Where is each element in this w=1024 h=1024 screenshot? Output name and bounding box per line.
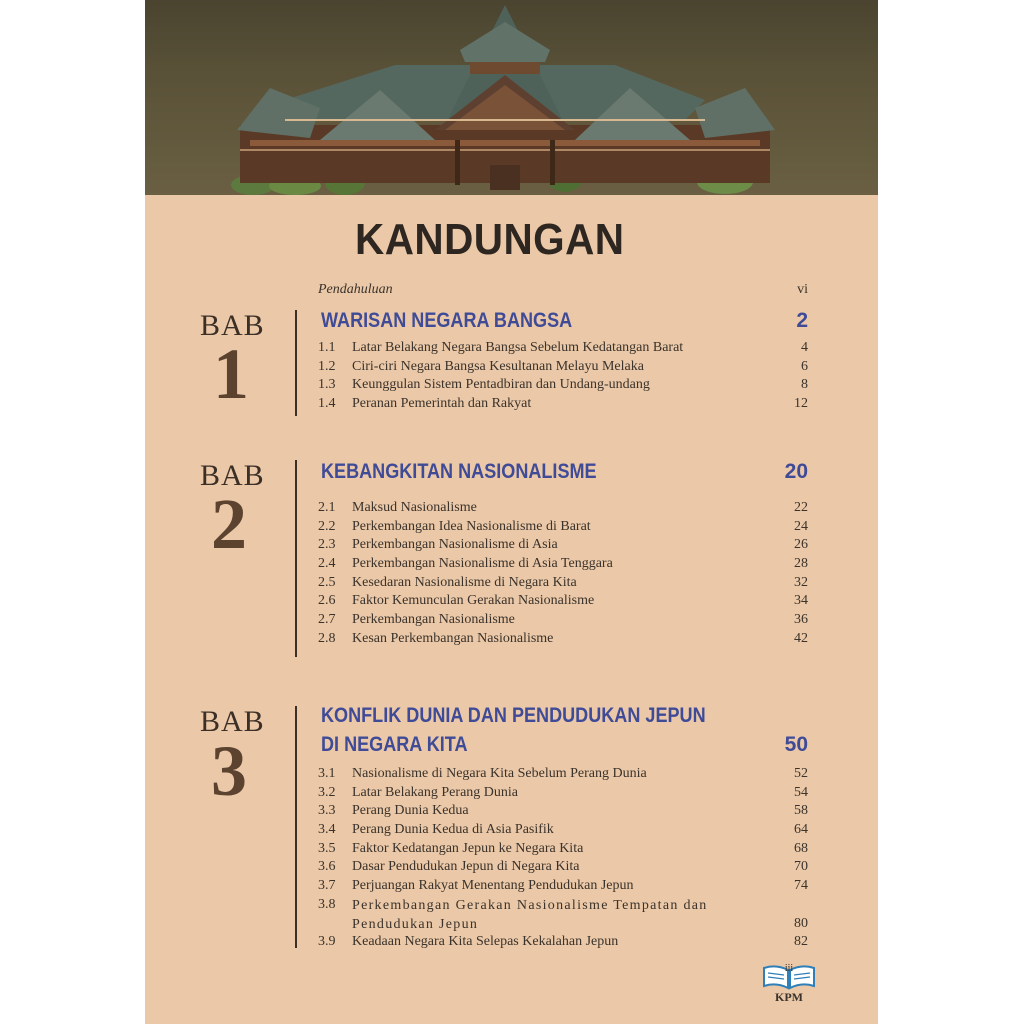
bab-number-3: 3 <box>211 731 247 811</box>
bab-label-2: BAB <box>200 459 265 492</box>
section-number: 1.1 <box>318 340 336 355</box>
section-page: 68 <box>794 840 808 856</box>
chapter-2-sections <box>318 500 808 650</box>
bab-label-1: BAB <box>200 309 265 342</box>
section-number: 2.1 <box>318 500 336 515</box>
toc-row <box>318 500 808 519</box>
toc-row <box>318 785 808 804</box>
toc-row <box>318 593 808 612</box>
section-page: 42 <box>794 630 808 646</box>
bab-number-2: 2 <box>211 484 247 564</box>
chapter-1-sections <box>318 340 808 415</box>
section-number: 3.9 <box>318 934 336 950</box>
section-page: 24 <box>794 518 808 534</box>
section-page: 4 <box>801 340 808 355</box>
page-number: iii <box>784 963 794 974</box>
toc-row <box>318 822 808 841</box>
section-number: 3.3 <box>318 803 336 819</box>
section-title: Perjuangan Rakyat Menentang Pendudukan Jepun <box>352 878 634 894</box>
section-number: 3.1 <box>318 766 336 781</box>
section-page: 8 <box>801 377 808 393</box>
toc-row <box>318 631 808 650</box>
section-title: Keunggulan Sistem Pentadbiran dan Undang-undang <box>352 377 650 393</box>
section-page: 26 <box>794 537 808 553</box>
section-page: 58 <box>794 803 808 819</box>
section-page: 64 <box>794 822 808 838</box>
toc-row <box>318 377 808 396</box>
section-title: Peranan Pemerintah dan Rakyat <box>352 396 532 412</box>
section-number: 2.6 <box>318 593 336 609</box>
toc-row <box>318 803 808 822</box>
section-title: Faktor Kemunculan Gerakan Nasionalisme <box>352 593 595 609</box>
book-page <box>145 0 878 1024</box>
toc-row <box>318 359 808 378</box>
section-number: 3.2 <box>318 784 336 800</box>
toc-row <box>318 859 808 878</box>
toc-row <box>318 556 808 575</box>
page-title: KANDUNGAN <box>355 215 625 264</box>
chapter-title-1: WARISAN NEGARA BANGSA <box>321 309 573 332</box>
section-page: 32 <box>794 574 808 590</box>
section-page: 28 <box>794 556 808 572</box>
toc-row <box>318 934 808 953</box>
intro-page: vi <box>797 282 808 297</box>
chapter-title-3-line2: DI NEGARA KITA <box>321 733 468 756</box>
toc-row <box>318 878 808 897</box>
chapter-3-sections <box>318 766 808 953</box>
chapter-divider-2 <box>295 460 297 657</box>
section-number: 2.4 <box>318 556 336 572</box>
section-title: Ciri-ciri Negara Bangsa Kesultanan Melayu Melaka <box>352 358 644 374</box>
toc-row <box>318 897 808 935</box>
section-title: Perkembangan Gerakan Nasionalisme Tempatan dan Pendudukan Jepun <box>352 897 708 932</box>
section-title: Dasar Pendudukan Jepun di Negara Kita <box>352 859 580 875</box>
section-number: 1.4 <box>318 396 336 412</box>
section-number: 3.4 <box>318 822 336 838</box>
section-page: 34 <box>794 593 808 609</box>
toc-row <box>318 340 808 359</box>
section-page: 22 <box>794 500 808 515</box>
section-title: Perkembangan Idea Nasionalisme di Barat <box>352 518 591 534</box>
toc-row <box>318 396 808 415</box>
section-title: Latar Belakang Negara Bangsa Sebelum Kedatangan Barat <box>352 340 684 355</box>
section-title: Perang Dunia Kedua di Asia Pasifik <box>352 822 554 838</box>
toc-row <box>318 537 808 556</box>
section-number: 2.7 <box>318 612 336 628</box>
malay-palace-image <box>145 0 878 195</box>
section-page: 36 <box>794 612 808 628</box>
intro-row <box>318 282 808 298</box>
section-number: 2.5 <box>318 574 336 590</box>
bab-label-3: BAB <box>200 705 265 738</box>
section-page: 12 <box>794 396 808 412</box>
section-number: 3.6 <box>318 859 336 875</box>
section-title: Latar Belakang Perang Dunia <box>352 784 518 800</box>
section-title: Keadaan Negara Kita Selepas Kekalahan Jepun <box>352 934 619 950</box>
section-page: 52 <box>794 766 808 781</box>
section-number: 3.7 <box>318 878 336 894</box>
chapter-divider-3 <box>295 706 297 948</box>
section-title: Perang Dunia Kedua <box>352 803 469 819</box>
logo-text: KPM <box>775 990 803 1004</box>
section-page: 6 <box>801 358 808 374</box>
section-title: Kesan Perkembangan Nasionalisme <box>352 630 554 646</box>
toc-row <box>318 841 808 860</box>
palace-banner-image <box>145 0 878 195</box>
toc-row <box>318 575 808 594</box>
chapter-title-2: KEBANGKITAN NASIONALISME <box>321 460 597 483</box>
section-title: Perkembangan Nasionalisme <box>352 612 515 628</box>
intro-label: Pendahuluan <box>318 282 393 297</box>
toc-row <box>318 519 808 538</box>
section-page: 74 <box>794 878 808 894</box>
chapter-page-3: 50 <box>784 733 808 756</box>
section-title: Faktor Kedatangan Jepun ke Negara Kita <box>352 840 584 856</box>
section-title: Maksud Nasionalisme <box>352 500 477 515</box>
section-title: Perkembangan Nasionalisme di Asia Tenggara <box>352 556 613 572</box>
section-title: Nasionalisme di Negara Kita Sebelum Perang Dunia <box>352 766 647 781</box>
section-number: 3.8 <box>318 896 336 912</box>
section-page: 54 <box>794 784 808 800</box>
chapter-page-1: 2 <box>796 309 808 332</box>
section-number: 2.8 <box>318 630 336 646</box>
section-page: 82 <box>794 934 808 950</box>
section-number: 1.2 <box>318 358 336 374</box>
toc-row <box>318 612 808 631</box>
section-number: 3.5 <box>318 840 336 856</box>
toc-row <box>318 766 808 785</box>
chapter-divider-1 <box>295 310 297 416</box>
section-page: 80 <box>794 915 808 931</box>
section-number: 1.3 <box>318 377 336 393</box>
kpm-logo <box>760 962 818 1006</box>
section-title: Kesedaran Nasionalisme di Negara Kita <box>352 574 577 590</box>
section-number: 2.2 <box>318 518 336 534</box>
section-page: 70 <box>794 859 808 875</box>
chapter-page-2: 20 <box>784 460 808 483</box>
section-title: Perkembangan Nasionalisme di Asia <box>352 537 558 553</box>
chapter-title-3-line1: KONFLIK DUNIA DAN PENDUDUKAN JEPUN <box>321 704 706 727</box>
bab-number-1: 1 <box>213 334 249 414</box>
section-number: 2.3 <box>318 537 336 553</box>
